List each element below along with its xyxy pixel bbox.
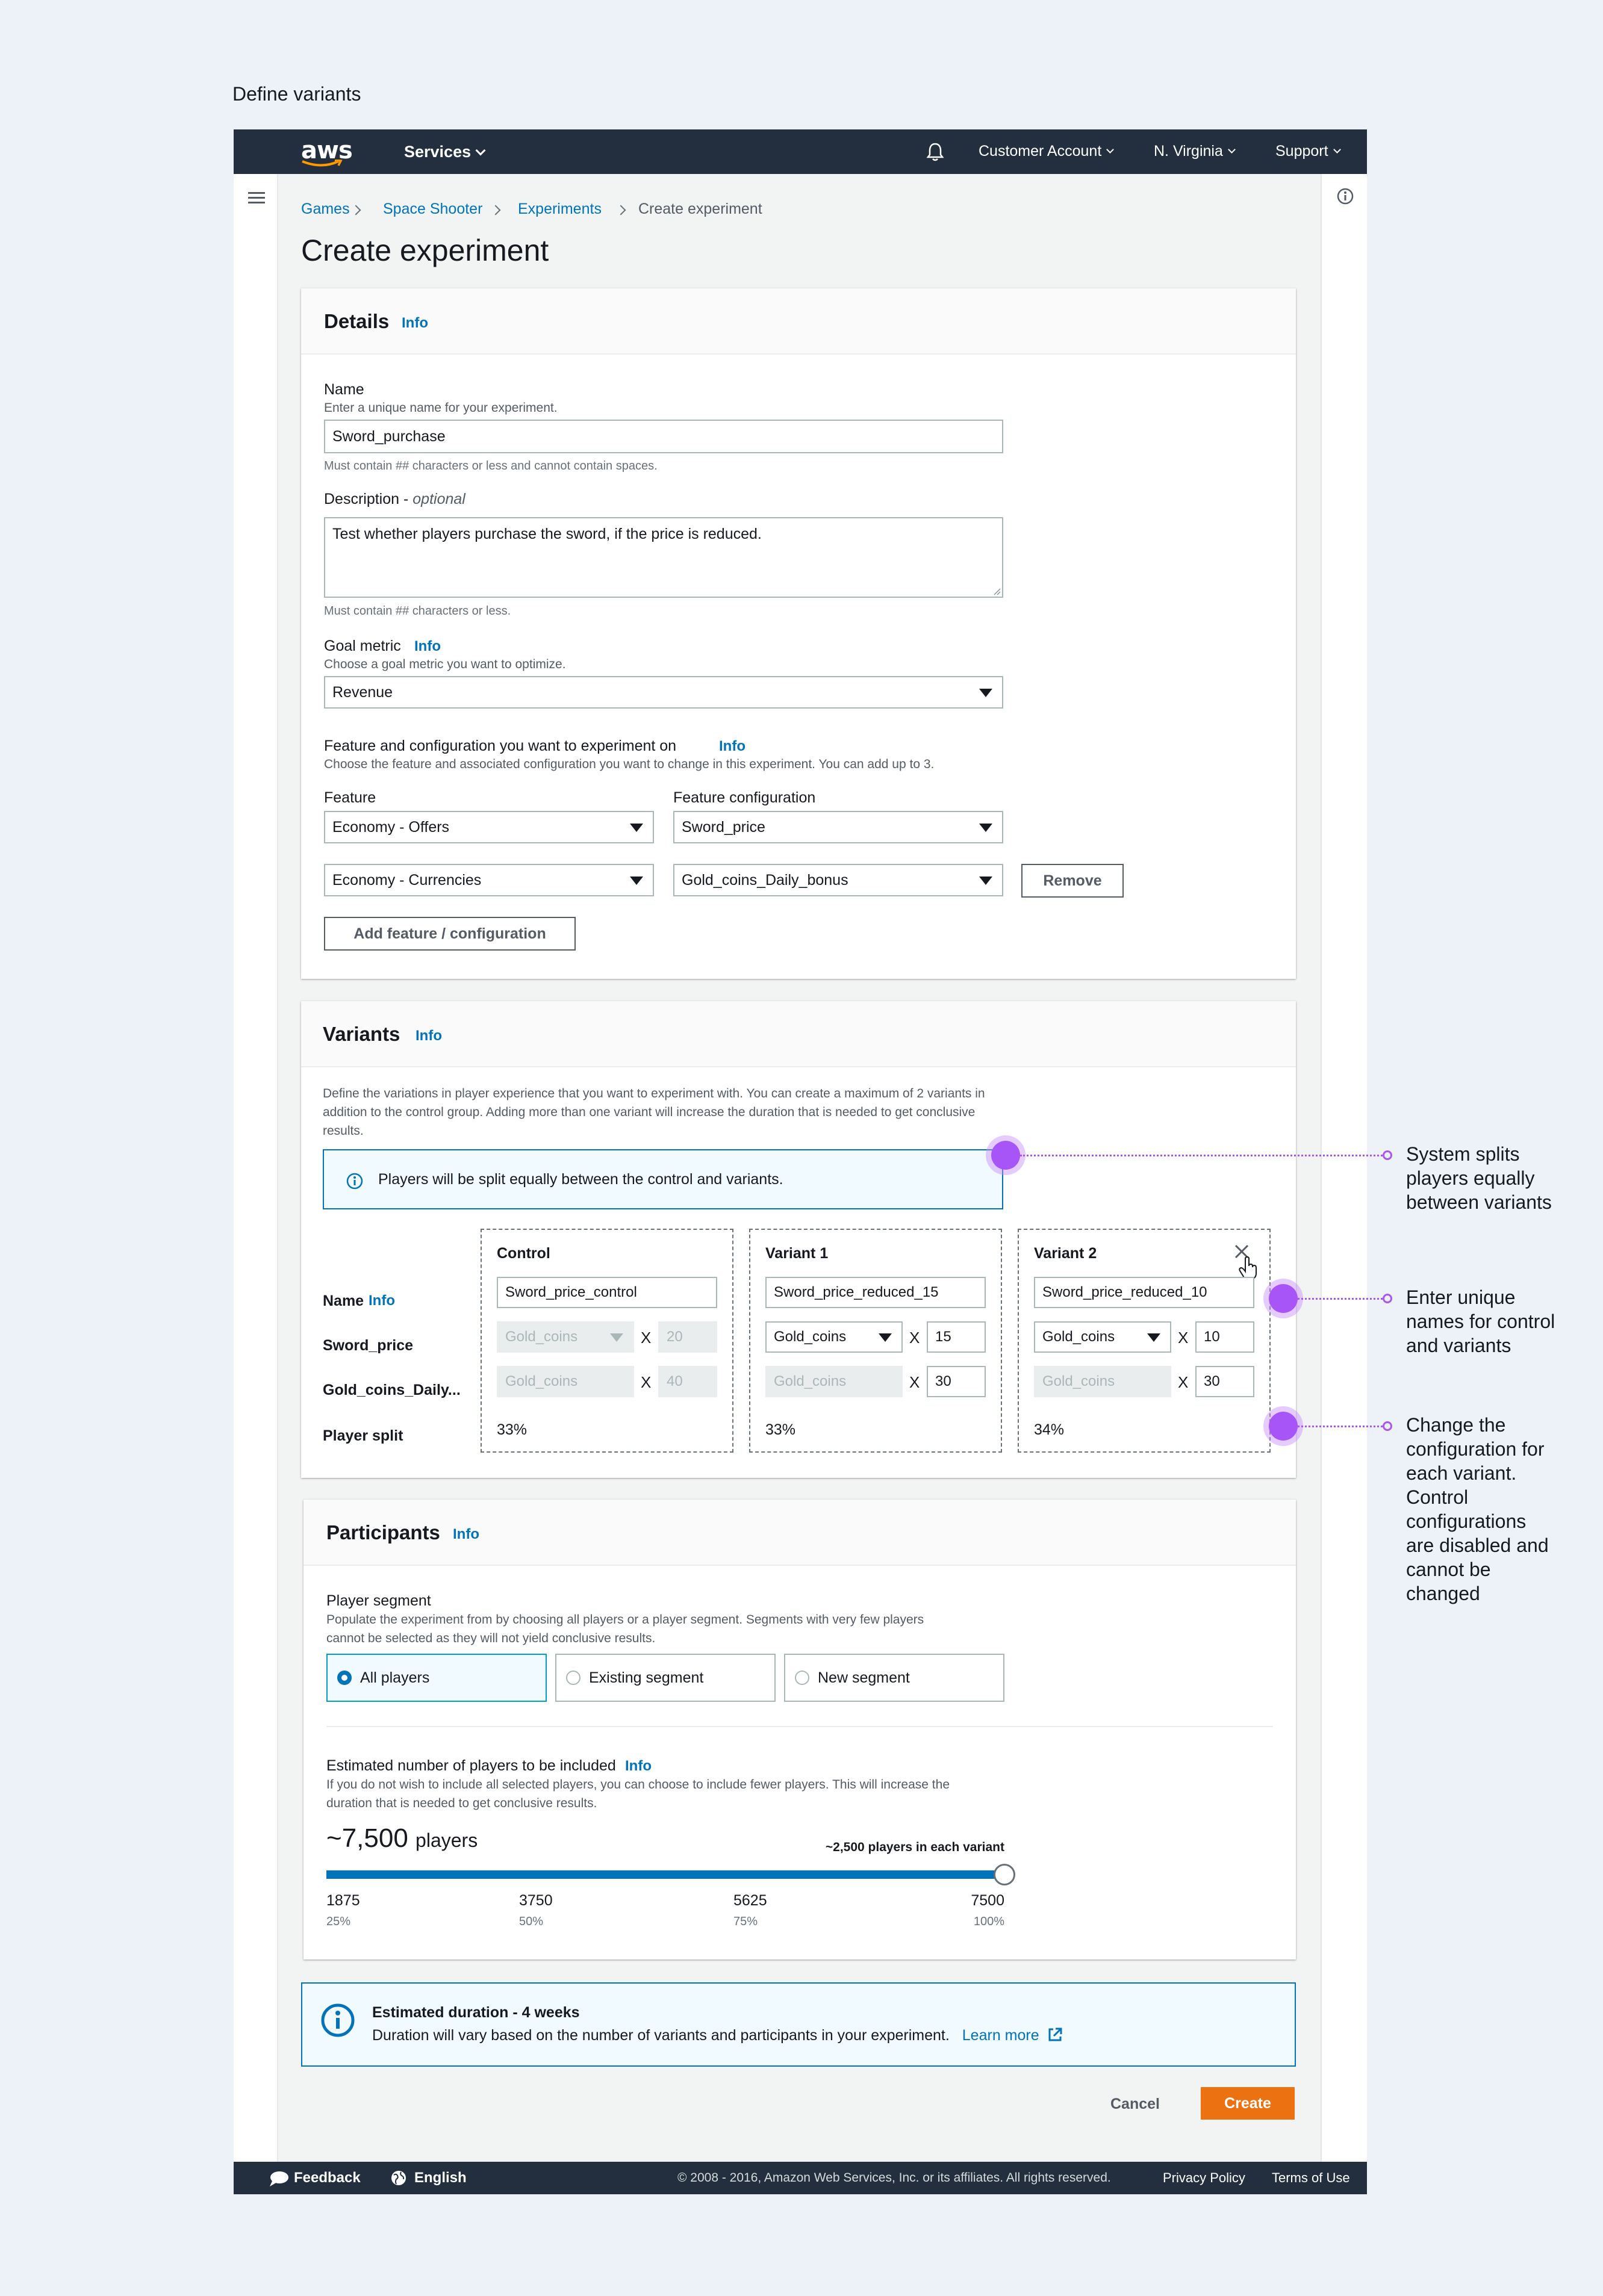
configuration-column-label: Feature configuration: [673, 789, 816, 806]
details-header: [301, 288, 1296, 355]
control-gold-currency-value: Gold_coins: [505, 1373, 578, 1389]
tick-value-1: 1875: [326, 1892, 360, 1909]
info-circle-icon: [346, 1172, 364, 1190]
goal-metric-label: Goal metric: [324, 638, 401, 654]
tick-pct-2: 50%: [519, 1915, 544, 1928]
dropdown-arrow-icon: [630, 824, 643, 832]
player-segment-description-2: cannot be selected as they will not yield conclusive results.: [326, 1631, 656, 1645]
details-info-link[interactable]: Info: [402, 315, 428, 331]
copyright-text: © 2008 - 2016, Amazon Web Services, Inc. or its affiliates. All rights reserved.: [677, 2171, 1111, 2185]
dropdown-arrow-icon: [979, 877, 992, 885]
name-description: Enter a unique name for your experiment.: [324, 401, 558, 415]
player-slider-fill: [326, 1870, 1004, 1879]
dropdown-arrow-icon: [630, 877, 643, 885]
radio-empty-icon: [795, 1671, 809, 1685]
variant-1-column: [749, 1229, 1002, 1453]
main-content: [278, 174, 1321, 2162]
participants-header: [303, 1500, 1296, 1566]
variant-1-title: Variant 1: [765, 1245, 829, 1262]
chevron-right-icon: [616, 205, 626, 216]
left-rail: [234, 174, 278, 2162]
divider: [326, 1726, 1273, 1727]
variant-2-name-input[interactable]: [1034, 1277, 1254, 1308]
aws-smile-icon: [301, 160, 343, 168]
per-variant-count: ~2,500 players in each variant: [825, 1840, 1004, 1854]
speech-bubble-icon: [269, 2170, 289, 2187]
control-sword-qty-value: 20: [667, 1329, 683, 1345]
configuration-value: Gold_coins_Daily_bonus: [682, 871, 848, 889]
control-column: [481, 1229, 733, 1453]
variant-2-gold-qty-value: 30: [1204, 1373, 1220, 1389]
region-label: N. Virginia: [1154, 143, 1223, 160]
multiply-sign: X: [909, 1373, 920, 1391]
console-window: [234, 129, 1367, 2194]
annotation-endpoint-2: [1383, 1294, 1392, 1303]
right-rail: [1321, 174, 1367, 2162]
remove-button[interactable]: Remove: [1021, 864, 1124, 898]
participants-title: Participants: [326, 1521, 440, 1544]
services-label: Services: [404, 143, 472, 161]
variant-2-name-value: Sword_price_reduced_10: [1042, 1284, 1207, 1300]
goal-metric-select[interactable]: [324, 676, 1003, 709]
existing-segment-option[interactable]: [555, 1654, 776, 1702]
variants-panel: [301, 1001, 1296, 1478]
variant-2-gold-qty-input[interactable]: [1195, 1366, 1254, 1397]
variant-1-split-value: 33%: [765, 1421, 796, 1438]
variant-2-gold-currency-value: Gold_coins: [1042, 1373, 1115, 1389]
tick-pct-1: 25%: [326, 1915, 351, 1928]
variant-name-row-label: Name: [323, 1292, 364, 1309]
player-slider-handle[interactable]: [994, 1864, 1015, 1885]
control-gold-currency-select: [497, 1366, 634, 1397]
description-label: Description - optional: [324, 491, 465, 507]
player-split-row-label: Player split: [323, 1427, 403, 1444]
feature-section-info-link[interactable]: Info: [719, 738, 745, 754]
account-label: Customer Account: [979, 143, 1102, 160]
name-input-value: Sword_purchase: [332, 427, 446, 445]
multiply-sign: X: [1178, 1373, 1189, 1391]
control-sword-qty-input: [658, 1321, 717, 1353]
feature-value: Economy - Currencies: [332, 871, 482, 889]
annotation-text-3: Change the configuration for each variant. Control configurations are disabled and cannot be changed: [1406, 1414, 1549, 1604]
control-gold-qty-input: [658, 1366, 717, 1397]
estimate-description-2: duration that is needed to get conclusive results.: [326, 1796, 597, 1810]
configuration-value: Sword_price: [682, 818, 765, 836]
chevron-down-icon: [1228, 146, 1236, 154]
page-caption: Define variants: [232, 83, 361, 105]
name-hint: Must contain ## characters or less and cannot contain spaces.: [324, 459, 658, 473]
create-button[interactable]: Create: [1201, 2087, 1295, 2120]
name-input[interactable]: [324, 420, 1003, 453]
control-split-value: 33%: [497, 1421, 528, 1438]
annotation-marker-3: [1269, 1412, 1298, 1441]
globe-icon: [390, 2170, 407, 2186]
breadcrumb-experiments[interactable]: Experiments: [518, 200, 602, 217]
control-sword-currency-value: Gold_coins: [505, 1329, 578, 1345]
tick-value-3: 5625: [733, 1892, 767, 1909]
chevron-down-icon: [1106, 146, 1114, 154]
variant-2-split-value: 34%: [1034, 1421, 1065, 1438]
annotation-endpoint-3: [1383, 1421, 1392, 1431]
support-label: Support: [1275, 143, 1328, 160]
tick-pct-3: 75%: [733, 1915, 758, 1928]
configuration-select[interactable]: [673, 864, 1003, 896]
multiply-sign: X: [909, 1329, 920, 1347]
duration-title: Estimated duration - 4 weeks: [372, 2004, 580, 2021]
annotation-leader-1: [1020, 1155, 1383, 1156]
variant-1-sword-currency-select[interactable]: [765, 1321, 903, 1353]
bell-icon[interactable]: [926, 141, 944, 162]
chevron-down-icon: [1333, 146, 1341, 154]
control-gold-qty-value: 40: [667, 1373, 683, 1389]
description-hint: Must contain ## characters or less.: [324, 604, 511, 618]
dropdown-arrow-icon: [879, 1333, 892, 1342]
breadcrumb-current: Create experiment: [638, 200, 762, 217]
tick-pct-4: 100%: [973, 1915, 1004, 1928]
feature-column-label: Feature: [324, 789, 376, 806]
chevron-down-icon: [476, 145, 486, 155]
details-title: Details: [324, 310, 390, 332]
existing-segment-label: Existing segment: [589, 1669, 704, 1686]
resize-handle-icon[interactable]: [992, 587, 1001, 595]
player-slider-track[interactable]: [326, 1870, 1004, 1879]
breadcrumb-games[interactable]: Games: [301, 200, 350, 217]
duration-text: Duration will vary based on the number of variants and participants in your experiment. Learn more: [372, 2027, 1063, 2044]
variant-2-title: Variant 2: [1034, 1245, 1097, 1262]
tick-value-4: 7500: [971, 1892, 1004, 1909]
control-sword-currency-select: [497, 1321, 634, 1353]
goal-metric-info-link[interactable]: Info: [414, 638, 441, 654]
variant-1-name-value: Sword_price_reduced_15: [774, 1284, 939, 1300]
details-panel: [301, 288, 1296, 979]
info-circle-icon[interactable]: [1336, 187, 1354, 205]
feedback-link[interactable]: Feedback: [294, 2170, 361, 2186]
annotation-marker-1: [991, 1141, 1020, 1170]
new-segment-option[interactable]: [784, 1654, 1004, 1702]
annotation-marker-2: [1269, 1284, 1298, 1313]
annotation-leader-2: [1298, 1298, 1383, 1300]
feature-select[interactable]: [324, 811, 654, 843]
all-players-label: All players: [360, 1669, 430, 1686]
chevron-right-icon: [351, 205, 361, 216]
chevron-right-icon: [491, 205, 501, 216]
annotation-leader-3: [1298, 1426, 1383, 1427]
variant-1-gold-qty-input[interactable]: [927, 1366, 986, 1397]
new-segment-label: New segment: [818, 1669, 910, 1686]
duration-alert: [301, 1982, 1296, 2067]
goal-metric-value: Revenue: [332, 683, 393, 701]
control-title: Control: [497, 1245, 550, 1262]
variant-1-gold-currency-value: Gold_coins: [774, 1373, 847, 1389]
account-menu[interactable]: [979, 143, 1113, 160]
variant-2-sword-qty-input[interactable]: [1195, 1321, 1254, 1353]
terms-of-use-link[interactable]: Terms of Use: [1272, 2170, 1350, 2185]
control-name-input[interactable]: [497, 1277, 717, 1308]
split-info-alert: [323, 1149, 1003, 1209]
footer: [234, 2162, 1367, 2194]
dropdown-arrow-icon: [1147, 1333, 1160, 1342]
configuration-select[interactable]: [673, 811, 1003, 843]
language-selector[interactable]: English: [414, 2170, 467, 2186]
variants-info-link[interactable]: Info: [416, 1028, 442, 1044]
tick-value-2: 3750: [519, 1892, 553, 1909]
estimate-info-link[interactable]: Info: [625, 1758, 652, 1774]
feature-value: Economy - Offers: [332, 818, 450, 836]
description-textarea[interactable]: [324, 517, 1003, 598]
region-menu[interactable]: [1154, 143, 1234, 160]
variants-header: [301, 1001, 1296, 1067]
variant-1-gold-currency-select: [765, 1366, 903, 1397]
split-info-text: Players will be split equally between the control and variants.: [378, 1171, 783, 1188]
goal-metric-description: Choose a goal metric you want to optimize.: [324, 657, 566, 671]
variant-1-sword-qty-input[interactable]: [927, 1321, 986, 1353]
dropdown-arrow-icon: [610, 1333, 623, 1342]
services-menu[interactable]: [404, 143, 484, 161]
player-segment-description-1: Populate the experiment from by choosing all players or a player segment. Segments with very few players: [326, 1613, 924, 1627]
gold-coins-row-label: Gold_coins_Daily...: [323, 1382, 461, 1398]
control-name-value: Sword_price_control: [505, 1284, 637, 1300]
annotation-text-1: System splits players equally between variants: [1406, 1143, 1552, 1213]
cancel-button[interactable]: Cancel: [1110, 2096, 1160, 2112]
support-menu[interactable]: [1275, 143, 1340, 160]
annotation-text-2: Enter unique names for control and variants: [1406, 1286, 1555, 1356]
external-link-icon[interactable]: [1047, 2027, 1063, 2043]
description-value: Test whether players purchase the sword, if the price is reduced.: [332, 526, 762, 542]
feature-section-label: Feature and configuration you want to experiment on: [324, 737, 677, 754]
variant-1-sword-currency-value: Gold_coins: [774, 1329, 847, 1345]
radio-selected-icon: [337, 1671, 352, 1685]
multiply-sign: X: [1178, 1329, 1189, 1347]
top-navigation: [234, 129, 1367, 174]
variant-2-sword-currency-value: Gold_coins: [1042, 1329, 1115, 1345]
variant-2-gold-currency-select: [1034, 1366, 1171, 1397]
annotation-endpoint-1: [1383, 1150, 1392, 1160]
multiply-sign: X: [641, 1329, 652, 1347]
variant-2-sword-currency-select[interactable]: [1034, 1321, 1171, 1353]
feature-section-description: Choose the feature and associated configuration you want to change in this experiment. You can add up to 3.: [324, 757, 935, 771]
privacy-policy-link[interactable]: Privacy Policy: [1163, 2170, 1245, 2185]
optional-tag: optional: [412, 491, 465, 507]
all-players-option[interactable]: [326, 1654, 547, 1702]
variant-1-sword-qty-value: 15: [935, 1329, 951, 1345]
participants-panel: [303, 1500, 1296, 1959]
page-title: Create experiment: [301, 234, 549, 267]
variant-2-sword-qty-value: 10: [1204, 1329, 1220, 1345]
sword-price-row-label: Sword_price: [323, 1337, 414, 1354]
dropdown-arrow-icon: [979, 824, 992, 832]
feature-select[interactable]: [324, 864, 654, 896]
name-label: Name: [324, 381, 364, 398]
players-count: ~7,500 players: [326, 1823, 478, 1853]
participants-info-link[interactable]: Info: [453, 1526, 479, 1542]
add-feature-button[interactable]: Add feature / configuration: [324, 917, 576, 951]
variant-1-name-input[interactable]: [765, 1277, 986, 1308]
dropdown-arrow-icon: [979, 689, 992, 697]
info-circle-icon: [320, 2003, 355, 2038]
aws-logo[interactable]: aws: [301, 137, 352, 164]
variant-2-column: [1018, 1229, 1271, 1453]
estimate-description-1: If you do not wish to include all selected players, you can choose to include fewer players. This will increase the: [326, 1778, 950, 1792]
variant-name-info-link[interactable]: Info: [369, 1292, 395, 1309]
variants-title: Variants: [323, 1023, 400, 1045]
radio-empty-icon: [566, 1671, 581, 1685]
variants-description: Define the variations in player experience that you want to experiment with. You can create a maximum of 2 variants in addition to the control group. Adding more than one variant will increase the duration that is needed to get conclusive results.: [323, 1087, 985, 1138]
estimate-label: Estimated number of players to be included: [326, 1757, 616, 1774]
hamburger-menu-icon[interactable]: [248, 191, 265, 205]
multiply-sign: X: [641, 1373, 652, 1391]
learn-more-link[interactable]: Learn more: [962, 2027, 1039, 2044]
player-segment-label: Player segment: [326, 1592, 431, 1609]
variant-1-gold-qty-value: 30: [935, 1373, 951, 1389]
breadcrumb-space-shooter[interactable]: Space Shooter: [383, 200, 483, 217]
